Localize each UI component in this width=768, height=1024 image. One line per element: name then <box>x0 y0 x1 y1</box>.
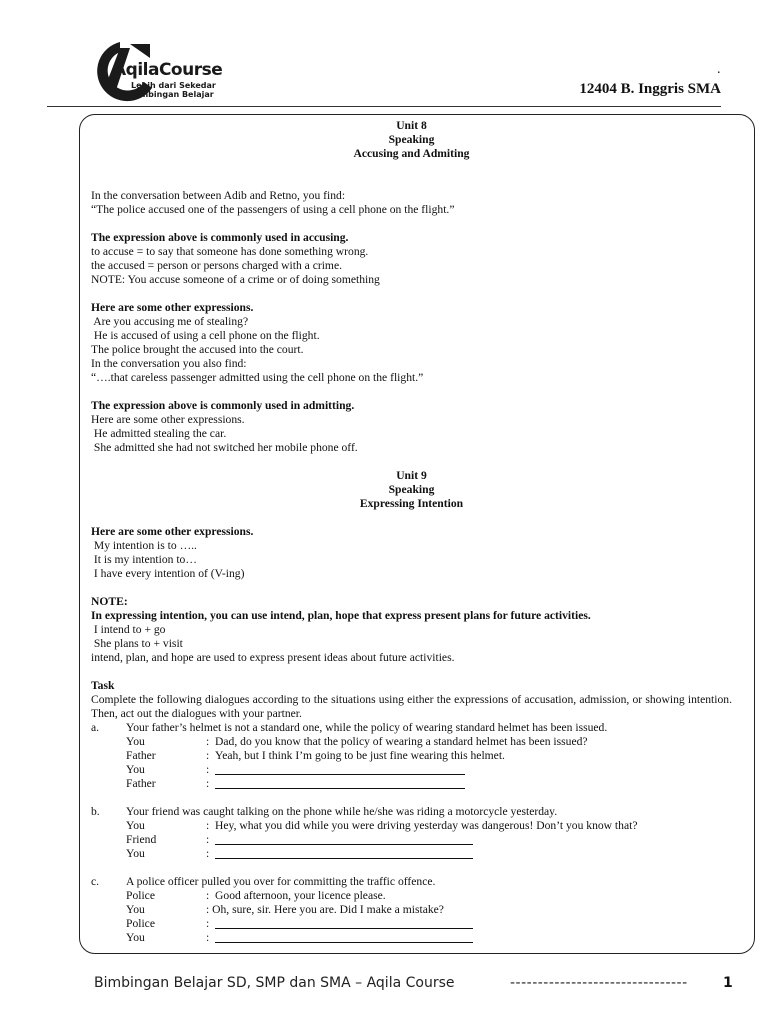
paragraph: I have every intention of (V-ing) <box>91 567 245 580</box>
colon: : <box>206 889 210 902</box>
speaker: You <box>126 735 145 748</box>
speaker: You <box>126 847 145 860</box>
colon: : <box>206 749 210 762</box>
item-situation: Your father’s helmet is not a standard one, while the policy of wearing standard helmet has been issued. <box>126 721 608 734</box>
section-heading: Here are some other expressions. <box>91 525 254 538</box>
answer-blank[interactable] <box>215 928 473 929</box>
item-number: a. <box>91 721 100 734</box>
dialogue-line <box>91 819 732 833</box>
dialogue-line <box>91 903 732 917</box>
section-heading: NOTE: <box>91 595 128 608</box>
task-item <box>91 721 732 735</box>
paragraph: “The police accused one of the passengers of using a cell phone on the flight.” <box>91 203 455 216</box>
unit9-subtitle: Speaking <box>388 483 435 496</box>
logo-text: AqilaCourse <box>113 60 223 80</box>
paragraph: She plans to + visit <box>91 637 183 650</box>
item-number: c. <box>91 875 100 888</box>
task-item <box>91 875 732 889</box>
dialogue-line <box>91 777 732 791</box>
paragraph: He is accused of using a cell phone on the flight. <box>91 329 320 342</box>
paragraph: It is my intention to… <box>91 553 197 566</box>
speaker: You <box>126 819 145 832</box>
speech-text: Good afternoon, your licence please. <box>215 889 386 902</box>
speech <box>206 903 444 917</box>
unit8-subtitle: Speaking <box>388 133 435 146</box>
paragraph: to accuse = to say that someone has done something wrong. <box>91 245 369 258</box>
colon: : <box>206 777 210 790</box>
footer-text: Bimbingan Belajar SD, SMP dan SMA – Aqila Course <box>94 975 455 991</box>
speech <box>206 749 505 763</box>
answer-blank[interactable] <box>215 774 465 775</box>
note-bold: In expressing intention, you can use intend, plan, hope that express present plans for future activities. <box>91 609 591 622</box>
dialogue-line <box>91 749 732 763</box>
speaker: Police <box>126 917 155 930</box>
colon: : <box>206 931 210 944</box>
speech-text: Yeah, but I think I’m going to be just fine wearing this helmet. <box>215 749 505 762</box>
unit8-topic: Accusing and Admiting <box>353 147 470 160</box>
dialogue-line <box>91 917 732 931</box>
unit8-title: Unit 8 <box>396 119 427 132</box>
colon: : <box>206 833 210 846</box>
paragraph: He admitted stealing the car. <box>91 427 227 440</box>
speech <box>206 819 637 833</box>
unit9-topic: Expressing Intention <box>359 497 464 510</box>
section-heading: Here are some other expressions. <box>91 301 254 314</box>
speech-text: Dad, do you know that the policy of wearing a standard helmet has been issued? <box>215 735 588 748</box>
document-body <box>91 119 732 945</box>
unit9-title: Unit 9 <box>396 469 427 482</box>
speech <box>206 889 386 903</box>
colon: : <box>206 819 210 832</box>
task-item <box>91 805 732 819</box>
paragraph: My intention is to ….. <box>91 539 197 552</box>
paragraph: Are you accusing me of stealing? <box>91 315 249 328</box>
speaker: Father <box>126 749 156 762</box>
speaker: You <box>126 903 145 916</box>
logo-tagline-line: Bimbingan Belajar <box>131 90 214 99</box>
paragraph: Here are some other expressions. <box>91 413 245 426</box>
paragraph: She admitted she had not switched her mobile phone off. <box>91 441 358 454</box>
course-code: 12404 B. Inggris SMA <box>579 81 721 97</box>
logo-tagline <box>131 81 216 99</box>
dialogue-line <box>91 931 732 945</box>
dialogue-line <box>91 833 732 847</box>
header-divider <box>47 106 721 107</box>
colon: : <box>206 763 210 776</box>
section-heading: The expression above is commonly used in accusing. <box>91 231 349 244</box>
answer-blank[interactable] <box>215 942 473 943</box>
header-dot: . <box>717 62 721 77</box>
speaker: Friend <box>126 833 157 846</box>
dialogue-line <box>91 889 732 903</box>
paragraph: In the conversation between Adib and Retno, you find: <box>91 189 346 202</box>
item-situation: Your friend was caught talking on the phone while he/she was riding a motorcycle yesterday. <box>126 805 558 818</box>
speech-text: Oh, sure, sir. Here you are. Did I make a mistake? <box>212 903 444 916</box>
dialogue-line <box>91 763 732 777</box>
speech <box>206 735 588 749</box>
colon: : <box>206 735 210 748</box>
footer-dashes: -------------------------------- <box>510 975 688 991</box>
item-situation: A police officer pulled you over for committing the traffic offence. <box>126 875 436 888</box>
speaker: Father <box>126 777 156 790</box>
colon: : <box>206 903 210 916</box>
paragraph: intend, plan, and hope are used to express present ideas about future activities. <box>91 651 455 664</box>
colon: : <box>206 847 210 860</box>
paragraph: The police brought the accused into the court. <box>91 343 304 356</box>
logo-tagline-line: Lebih dari Sekedar <box>131 81 216 90</box>
speaker: You <box>126 931 145 944</box>
section-heading: The expression above is commonly used in admitting. <box>91 399 355 412</box>
speaker: You <box>126 763 145 776</box>
speaker: Police <box>126 889 155 902</box>
task-heading: Task <box>91 679 115 692</box>
answer-blank[interactable] <box>215 858 473 859</box>
speech-text: Hey, what you did while you were driving yesterday was dangerous! Don’t you know that? <box>215 819 638 832</box>
paragraph: In the conversation you also find: <box>91 357 247 370</box>
answer-blank[interactable] <box>215 844 473 845</box>
paragraph: “….that careless passenger admitted using the cell phone on the flight.” <box>91 371 424 384</box>
paragraph: NOTE: You accuse someone of a crime or of doing something <box>91 273 380 286</box>
item-number: b. <box>91 805 100 818</box>
colon: : <box>206 917 210 930</box>
paragraph: I intend to + go <box>91 623 166 636</box>
page-number: 1 <box>723 975 733 991</box>
answer-blank[interactable] <box>215 788 465 789</box>
task-instructions: Complete the following dialogues according to the situations using either the expressions of accusation, admission, or showing intention. Then, act out the dialogues with your partner. <box>91 693 732 720</box>
dialogue-line <box>91 847 732 861</box>
dialogue-line <box>91 735 732 749</box>
paragraph: the accused = person or persons charged with a crime. <box>91 259 342 272</box>
